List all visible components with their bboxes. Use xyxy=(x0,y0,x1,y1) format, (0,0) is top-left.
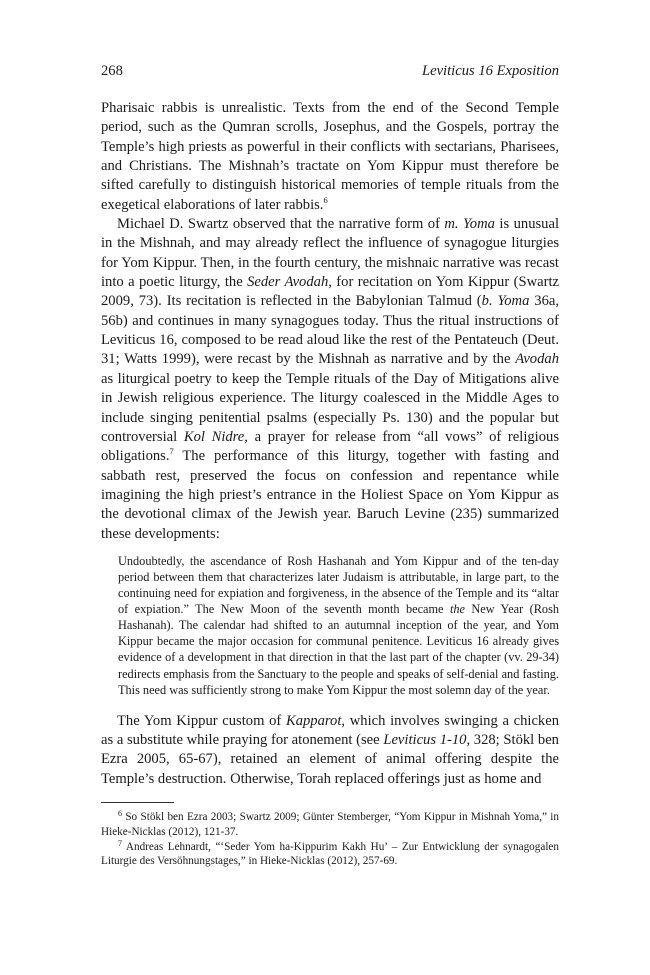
paragraph-1 xyxy=(101,99,559,215)
page-number: 268 xyxy=(101,63,123,79)
paragraph-text: The performance of this liturgy, together with fasting and sabbath rest, preserved the focus on confession and repentance while imagining the high priest’s entrance in the Holiest Space on Yom Kippur as the devotional climax of the Jewish year. Baruch Levine (235) summarized these developments: xyxy=(101,448,559,542)
paragraph-text: Pharisaic rabbis is unrealistic. Texts from the end of the Second Temple period, such as the Qumran scrolls, Josephus, and the Gospels, portray the Temple’s high priests as powerful in their conflicts with sectarians, Pharisees, and Christians. The Mishnah’s tractate on Yom Kippur must therefore be sifted carefully to distinguish historical memories of temple rituals from the exegetical elaborations of later rabbis. xyxy=(101,100,559,213)
paragraph-text: , 328; Stökl ben Ezra 2005, 65-67), retained an element of animal offering despite the Temple’s destruction. Otherwise, Torah replaced offerings just as home and xyxy=(101,732,559,787)
footnote-text: Andreas Lehnardt, “‘Seder Yom ha-Kippurim Kakh Hu’ – Zur Entwicklung der synagogalen Liturgie des Versöhnungstages,” in Hieke-Nicklas (2012), 257-69. xyxy=(101,840,559,868)
paragraph-text: , which involves swinging a chicken as a substitute while praying for atonement (see xyxy=(101,712,559,749)
quote-text: Undoubtedly, the ascendance of Rosh Hashanah and Yom Kippur and of the ten-day period between them that characterizes later Judaism is attributable, in large part, to the continuing need for expiation and forgiveness, in the absence of the Temple and its “altar of expiation.” The New Moon of the seventh month became xyxy=(118,553,559,617)
running-header xyxy=(101,62,559,80)
paragraph-text: as liturgical poetry to keep the Temple rituals of the Day of Mitigations alive in Jewish religious experience. The liturgy coalesced in the Middle Ages to include singing penitential psalms (especially Ps. 130) and the popular but controversial xyxy=(101,370,559,445)
paragraph-text: , a prayer for release from “all vows” of religious obligations. xyxy=(101,428,559,465)
footnote-text: So Stökl ben Ezra 2003; Swartz 2009; Günter Stemberger, “Yom Kippur in Mishnah Yoma,” in Hieke-Nicklas (2012), 121-37. xyxy=(101,811,559,838)
block-quote xyxy=(118,553,559,698)
footnote-divider xyxy=(101,802,174,803)
paragraph-text: , for recitation on Yom Kippur (Swartz 2009, 73). Its recitation is reflected in the Babylonian Talmud ( xyxy=(101,274,560,310)
book-page xyxy=(101,62,559,869)
italic-text: b. Yoma xyxy=(481,293,530,310)
italic-text: Kapparot xyxy=(285,712,342,729)
paragraph-2 xyxy=(101,215,559,544)
footnote-6 xyxy=(101,810,559,839)
paragraph-3 xyxy=(101,712,559,789)
footnote-ref-6[interactable]: 6 xyxy=(323,194,328,205)
footnote-ref-7[interactable]: 7 xyxy=(169,446,174,457)
italic-text: Seder Avodah xyxy=(247,274,329,291)
italic-text: m. Yoma xyxy=(444,216,495,233)
italic-text: Leviticus 1-10 xyxy=(383,732,467,749)
paragraph-text: The Yom Kippur custom of xyxy=(117,712,286,729)
footnote-number: 7 xyxy=(118,838,122,848)
italic-text: Kol Nidre xyxy=(183,428,245,445)
paragraph-text: 36a, 56b) and continues in many synagogues today. Thus the ritual instructions of Leviticus 16, composed to be read aloud like the rest of the Pentateuch (Deut. 31; Watts 1999), were recast by the Mishnah as narrative and by the xyxy=(101,293,559,368)
paragraph-text: Michael D. Swartz observed that the narrative form of xyxy=(117,216,445,233)
paragraph-text: is unusual in the Mishnah, and may already reflect the influence of synagogue liturgies for Yom Kippur. Then, in the fourth century, the mishnaic narrative was recast into a poetic liturgy, the xyxy=(101,216,559,291)
footnote-number: 6 xyxy=(118,809,122,819)
italic-text: Avodah xyxy=(515,351,559,368)
quote-text: New Year (Rosh Hashanah). The calendar had shifted to an autumnal inception of the year, and Yom Kippur became the major occasion for communal penitence. Leviticus 16 already gives evidence of a development in that direction in that the last part of the chapter (vv. 29-34) redirects emphasis from the Sanctuary to the people and speaks of self-denial and fasting. This need was sufficiently strong to make Yom Kippur the most solemn day of the year. xyxy=(118,602,559,697)
running-title: Leviticus 16 Exposition xyxy=(421,63,559,79)
footnote-7 xyxy=(101,840,559,869)
italic-text: the xyxy=(449,602,465,617)
